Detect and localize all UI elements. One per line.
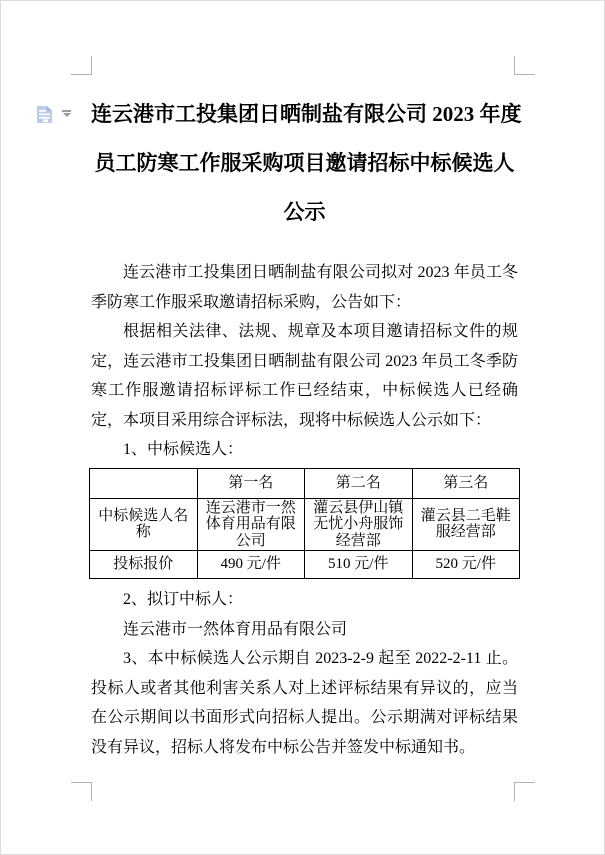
margin-mark-top-right: [514, 56, 535, 75]
header-cell-second: 第二名: [305, 468, 413, 498]
document-content: [91, 74, 522, 762]
row-label-bid-price: 投标报价: [90, 551, 198, 579]
paragraph-item3: 3、本中标候选人公示期自 2023-2-9 起至 2022-2-11 止。投标人或者其他利害关系人对上述评标结果有异议的，应当在公示期间以书面形式向招标人提出。公示期满对评标结果没有异议，招标人将发布中标公告并签发中标通知书。: [91, 650, 518, 756]
bid-price-1: 490 元/件: [197, 551, 305, 579]
bid-candidates-table: [89, 468, 520, 580]
title-line-3: 公示: [283, 200, 326, 224]
table-row-candidate-names: [90, 498, 520, 551]
paragraph-item1: 1、中标候选人：: [123, 441, 244, 458]
title-line-1: 连云港市工投集团日晒制盐有限公司 2023 年度: [91, 102, 522, 126]
title-line-2: 员工防寒工作服采购项目邀请招标中标候选人: [94, 151, 515, 175]
table-row-bid-prices: [90, 551, 520, 579]
paragraph-winner: 连云港市一然体育用品有限公司: [123, 620, 348, 638]
paragraph-item2: 2、拟订中标人：: [123, 591, 244, 608]
candidate-name-3: 灌云县二毛鞋服经营部: [412, 498, 520, 551]
table-header-row: [90, 468, 520, 498]
row-label-candidate-name: 中标候选人名称: [90, 498, 198, 551]
header-cell-empty: [90, 468, 198, 498]
document-title: [91, 90, 522, 237]
paste-options-icon: [34, 103, 56, 130]
bid-price-2: 510 元/件: [305, 551, 413, 579]
header-cell-first: 第一名: [197, 468, 305, 498]
paragraph-basis: 根据相关法律、法规、规章及本项目邀请招标文件的规定，连云港市工投集团日晒制盐有限公司 2023 年员工冬季防寒工作服邀请招标评标工作已经结束，中标候选人已经确定，本项目采用综合评标法，现将中标候选人公示如下：: [91, 323, 518, 429]
margin-mark-bottom-left: [71, 782, 92, 801]
candidate-name-1: 连云港市一然体育用品有限公司: [197, 498, 305, 551]
paste-options-button[interactable]: [34, 103, 71, 130]
paragraph-intro: 连云港市工投集团日晒制盐有限公司拟对 2023 年员工冬季防寒工作服采取邀请招标采购，公告如下：: [91, 264, 518, 311]
margin-mark-top-left: [71, 56, 92, 75]
header-cell-third: 第三名: [412, 468, 520, 498]
chevron-down-icon[interactable]: [62, 110, 71, 117]
bid-price-3: 520 元/件: [412, 551, 520, 579]
candidate-name-2: 灌云县伊山镇无忧小舟服饰经营部: [305, 498, 413, 551]
margin-mark-bottom-right: [514, 782, 535, 801]
